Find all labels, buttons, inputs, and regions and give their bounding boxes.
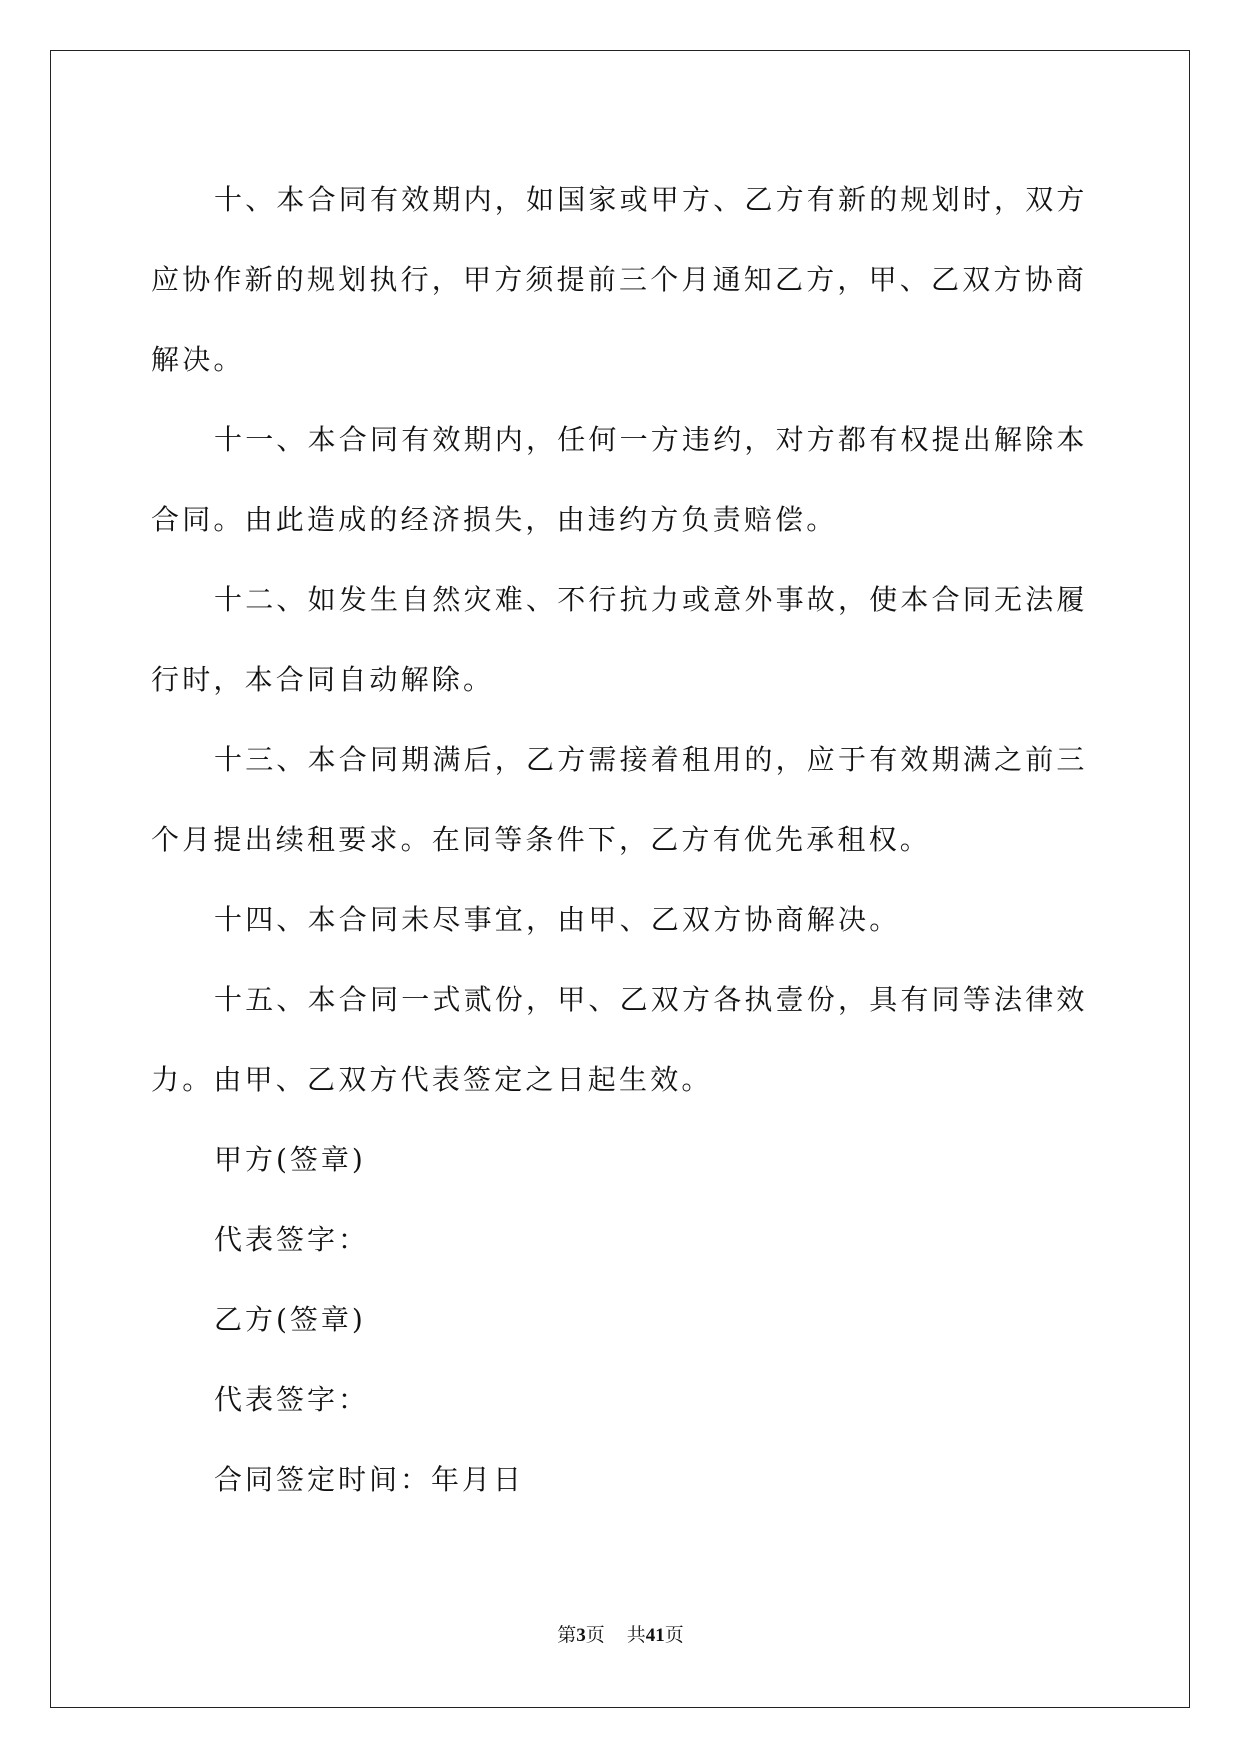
party-b-representative: 代表签字： [214, 1383, 370, 1416]
signing-date: 合同签定时间：年月日 [214, 1463, 525, 1496]
total-prefix: 共 [626, 1625, 646, 1646]
clause-10: 十、本合同有效期内，如国家或甲方、乙方有新的规划时，双方应协作新的规划执行，甲方须提前三个月通知乙方，甲、乙双方协商解决。 [151, 183, 1088, 376]
page-current: 3 [576, 1625, 586, 1646]
document-body [151, 160, 1091, 1520]
total-suffix: 页 [664, 1625, 684, 1646]
party-a-seal: 甲方(签章) [214, 1143, 366, 1176]
page-footer [0, 1620, 1241, 1647]
clause-14: 十四、本合同未尽事宜，由甲、乙双方协商解决。 [214, 903, 901, 936]
signature-block [151, 1120, 1091, 1520]
page-suffix: 页 [585, 1625, 605, 1646]
clause-11: 十一、本合同有效期内，任何一方违约，对方都有权提出解除本合同。由此造成的经济损失，由违约方负责赔偿。 [151, 423, 1088, 536]
clause-12: 十二、如发生自然灾难、不行抗力或意外事故，使本合同无法履行时，本合同自动解除。 [151, 583, 1088, 696]
clause-15: 十五、本合同一式贰份，甲、乙双方各执壹份，具有同等法律效力。由甲、乙双方代表签定之日起生效。 [151, 983, 1088, 1096]
clause-13: 十三、本合同期满后，乙方需接着租用的，应于有效期满之前三个月提出续租要求。在同等条件下，乙方有优先承租权。 [151, 743, 1088, 856]
page-prefix: 第 [557, 1625, 577, 1646]
party-b-seal: 乙方(签章) [214, 1303, 366, 1336]
page-total: 41 [645, 1625, 665, 1646]
party-a-representative: 代表签字： [214, 1223, 370, 1256]
